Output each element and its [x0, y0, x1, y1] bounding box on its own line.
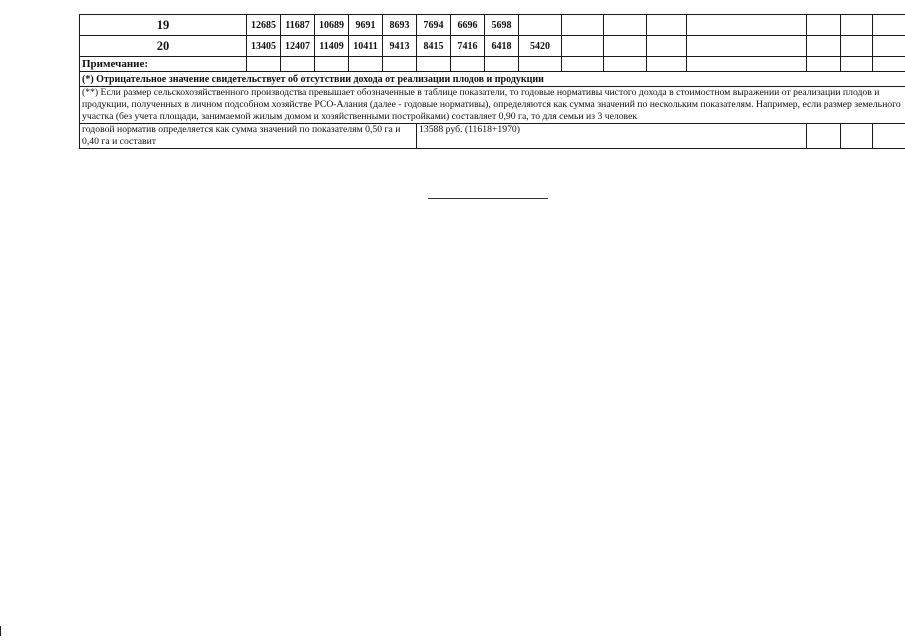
table-cell — [562, 15, 604, 36]
table-cell: 8415 — [417, 36, 451, 57]
table-cell — [873, 36, 905, 57]
document-page — [79, 14, 901, 149]
row-label: 20 — [80, 36, 247, 57]
table-cell: 5420 — [519, 36, 562, 57]
note-2-row — [80, 87, 905, 124]
table-cell: 6418 — [485, 36, 519, 57]
note-1-row — [80, 72, 905, 87]
table-cell — [807, 15, 841, 36]
table-cell: 10689 — [315, 15, 349, 36]
table-cell — [647, 36, 687, 57]
table-cell: 8693 — [383, 15, 417, 36]
note-3-row — [80, 124, 905, 149]
table-cell: 13405 — [247, 36, 281, 57]
note-calculation-rule: (**) Если размер сельскохозяйственного производства превышает обозначенные в таблице показатели, то годовые нормативы чистого дохода в стоимостном выражении от реализации плодов и продукции, полученных в личном подсобном хозяйстве РСО-Алания (далее - годовые нормативы), определяются как сумма значений по нескольким показателям. Например, если размер земельного участка (без учета площади, занимаемой жилым домом и хозяйственными постройками) составляет 0,90 га, то для семьи из 3 человек — [80, 87, 905, 124]
end-divider-line — [428, 198, 548, 199]
note-example-text: годовой норматив определяется как сумма значений по показателям 0,50 га и 0,40 га и составит — [80, 124, 417, 149]
table-cell: 12685 — [247, 15, 281, 36]
table-row — [80, 15, 905, 36]
table-cell: 10411 — [349, 36, 383, 57]
table-cell: 12407 — [281, 36, 315, 57]
scan-edge-mark — [0, 626, 1, 636]
table-cell: 7694 — [417, 15, 451, 36]
table-cell — [687, 36, 807, 57]
table-cell: 11409 — [315, 36, 349, 57]
table-cell: 6696 — [451, 15, 485, 36]
table-row — [80, 36, 905, 57]
income-norms-table — [79, 14, 905, 149]
row-label: 19 — [80, 15, 247, 36]
table-cell: 9691 — [349, 15, 383, 36]
table-cell — [519, 15, 562, 36]
table-cell — [604, 15, 647, 36]
table-cell: 7416 — [451, 36, 485, 57]
note-title: Примечание: — [80, 57, 247, 72]
table-cell: 5698 — [485, 15, 519, 36]
table-cell: 11687 — [281, 15, 315, 36]
table-cell — [647, 15, 687, 36]
note-title-row — [80, 57, 905, 72]
table-cell — [687, 15, 807, 36]
note-example-result: 13588 руб. (11618+1970) — [417, 124, 807, 149]
table-cell — [562, 36, 604, 57]
table-cell: 9413 — [383, 36, 417, 57]
table-cell — [873, 15, 905, 36]
table-cell — [841, 15, 873, 36]
note-negative-value: (*) Отрицательное значение свидетельствует об отсутствии дохода от реализации плодов и продукции — [80, 72, 905, 87]
table-cell — [841, 36, 873, 57]
table-cell — [807, 36, 841, 57]
table-cell — [604, 36, 647, 57]
